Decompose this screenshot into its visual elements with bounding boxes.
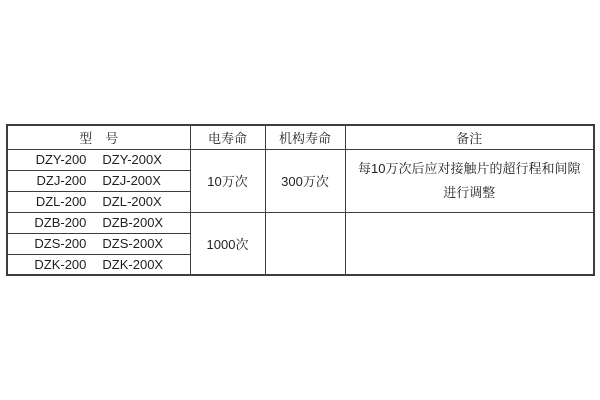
model-name-x: DZB-200X [102,215,164,230]
model-pair [8,173,190,188]
col-header-electrical-life: 电寿命 [190,125,265,149]
model-name: DZB-200 [34,215,87,230]
model-pair [8,236,190,251]
electrical-life-cell-group2: 1000次 [190,212,265,275]
model-name: DZL-200 [35,194,87,209]
model-pair [8,215,190,230]
remark-line-1: 每10万次后应对接触片的超行程和间隙 [358,160,581,176]
col-header-model: 型 号 [7,125,190,149]
model-name: DZK-200 [34,256,87,272]
remark-cell-group2 [345,212,594,275]
model-cell-dzb [7,212,190,233]
model-cell-dzj [7,170,190,191]
model-pair [8,152,190,167]
model-cell-dzy [7,149,190,170]
table-row-dzb [7,212,594,233]
mechanism-life-cell-group1: 300万次 [265,149,345,212]
model-name-x: DZS-200X [102,236,164,251]
model-name-x: DZJ-200X [102,173,161,188]
model-pair [8,257,190,272]
model-name-x: DZL-200X [102,194,162,209]
model-name: DZJ-200 [36,173,87,188]
model-cell-dzl [7,191,190,212]
mechanism-life-cell-group2 [265,212,345,275]
header-row [7,125,594,149]
spec-table [6,124,595,276]
model-name: DZS-200 [34,236,87,251]
col-header-remark: 备注 [345,125,594,149]
remark-cell-group1 [345,149,594,212]
col-header-mechanism-life: 机构寿命 [265,125,345,149]
electrical-life-cell-group1: 10万次 [190,149,265,212]
model-pair [8,194,190,209]
model-cell-dzk [7,254,190,275]
remark-line-2: 进行调整 [443,184,496,200]
model-name-x: DZK-200X [102,256,164,272]
model-cell-dzs [7,233,190,254]
table-row-dzy [7,149,594,170]
model-name-x: DZY-200X [102,152,162,167]
model-name: DZY-200 [35,152,87,167]
